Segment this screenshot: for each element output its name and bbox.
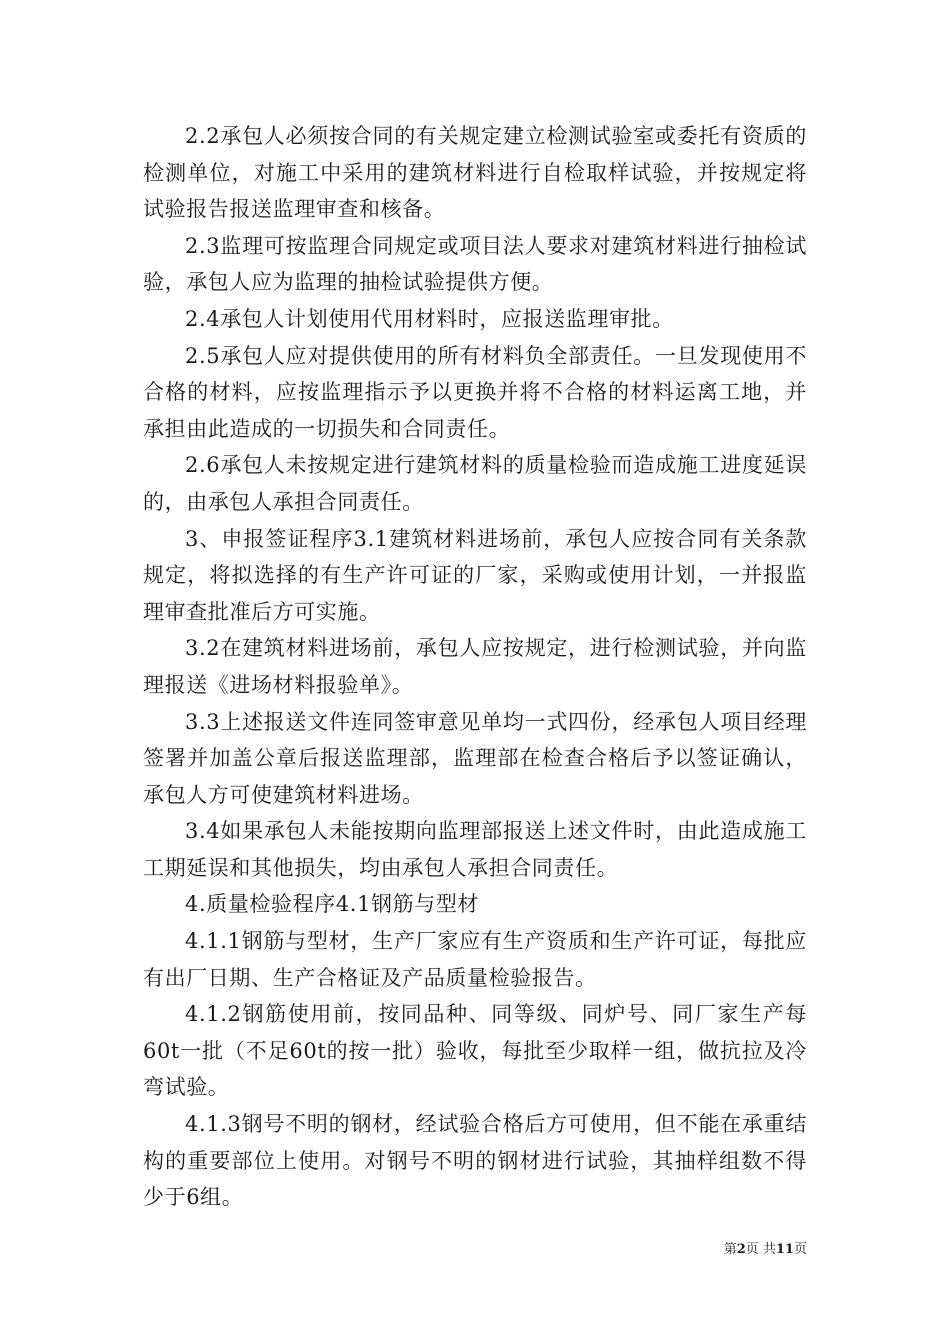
paragraph-3-1: 3、申报签证程序3.1建筑材料进场前，承包人应按合同有关条款规定，将拟选择的有生产许可证的厂家，采购或使用计划，一并报监理审查批准后方可实施。 bbox=[143, 526, 807, 624]
paragraph-2-4: 2.4承包人计划使用代用材料时，应报送监理审批。 bbox=[185, 306, 674, 331]
document-body bbox=[143, 118, 807, 1216]
paragraph-2-6: 2.6承包人未按规定进行建筑材料的质量检验而造成施工进度延误的，由承包人承担合同责任。 bbox=[143, 453, 807, 514]
paragraph-2-3: 2.3监理可按监理合同规定或项目法人要求对建筑材料进行抽检试验，承包人应为监理的抽检试验提供方便。 bbox=[143, 233, 807, 295]
total-pages-number: 11 bbox=[775, 1242, 794, 1257]
current-page-number: 2 bbox=[736, 1242, 746, 1257]
paragraph-3-4: 3.4如果承包人未能按期向监理部报送上述文件时，由此造成施工工期延误和其他损失，均由承包人承担合同责任。 bbox=[143, 819, 807, 880]
page-footer bbox=[600, 1241, 807, 1259]
paragraph-3-3: 3.3上述报送文件连同签审意见单均一式四份，经承包人项目经理签署并加盖公章后报送监理部，监理部在检查合格后予以签证确认，承包人方可使建筑材料进场。 bbox=[143, 709, 807, 807]
paragraph-4-1-3: 4.1.3钢号不明的钢材，经试验合格后方可使用，但不能在承重结构的重要部位上使用。对钢号不明的钢材进行试验，其抽样组数不得少于6组。 bbox=[143, 1112, 807, 1210]
section-heading-4: 4.质量检验程序4.1钢筋与型材 bbox=[185, 892, 480, 917]
footer-middle: 页 共 bbox=[745, 1242, 776, 1257]
paragraph-4-1-2: 4.1.2钢筋使用前，按同品种、同等级、同炉号、同厂家生产每60t一批（不足60t的按一批）验收，每批至少取样一组，做抗拉及冷弯试验。 bbox=[143, 1002, 807, 1100]
footer-suffix: 页 bbox=[793, 1242, 807, 1257]
paragraph-3-2: 3.2在建筑材料进场前，承包人应按规定，进行检测试验，并向监理报送《进场材料报验单》。 bbox=[143, 636, 807, 697]
paragraph-2-2: 2.2承包人必须按合同的有关规定建立检测试验室或委托有资质的检测单位，对施工中采用的建筑材料进行自检取样试验，并按规定将试验报告报送监理审查和核备。 bbox=[143, 124, 807, 222]
paragraph-2-5: 2.5承包人应对提供使用的所有材料负全部责任。一旦发现使用不合格的材料，应按监理指示予以更换并将不合格的材料运离工地，并承担由此造成的一切损失和合同责任。 bbox=[143, 343, 807, 441]
paragraph-4-1-1: 4.1.1钢筋与型材，生产厂家应有生产资质和生产许可证，每批应有出厂日期、生产合格证及产品质量检验报告。 bbox=[143, 929, 807, 990]
footer-prefix: 第 bbox=[723, 1242, 737, 1257]
